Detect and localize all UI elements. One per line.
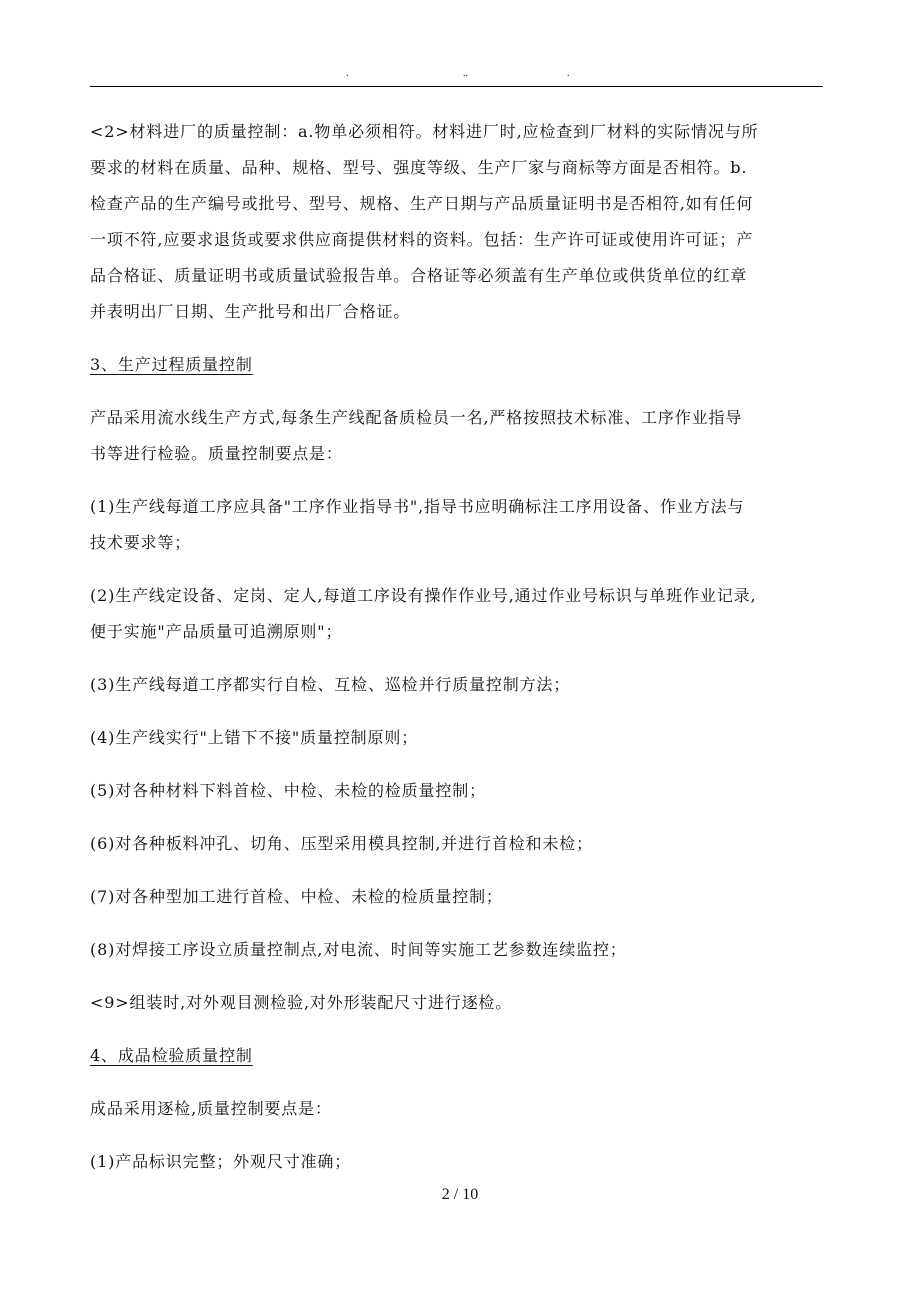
text-line: (1)产品标识完整；外观尺寸准确； bbox=[90, 1152, 352, 1171]
text-line: (4)生产线实行"上错下不接"质量控制原则； bbox=[90, 728, 419, 747]
section-heading-text: 4、成品检验质量控制 bbox=[90, 1046, 253, 1065]
list-item bbox=[90, 489, 826, 561]
list-item bbox=[90, 932, 826, 968]
text-line: 检查产品的生产编号或批号、型号、规格、生产日期与产品质量证明书是否相符,如有任何 bbox=[90, 194, 754, 213]
text-line: 并表明出厂日期、生产批号和出厂合格证。 bbox=[90, 302, 411, 321]
list-item bbox=[90, 879, 826, 915]
list-item bbox=[90, 720, 826, 756]
text-line: (3)生产线每道工序都实行自检、互检、巡检并行质量控制方法； bbox=[90, 675, 571, 694]
page-number: 2 / 10 bbox=[441, 1186, 479, 1203]
list-item bbox=[90, 826, 826, 862]
list-item bbox=[90, 667, 826, 703]
list-item bbox=[90, 773, 826, 809]
text-line: 要求的材料在质量、品种、规格、型号、强度等级、生产厂家与商标等方面是否相符。b. bbox=[90, 158, 748, 177]
text-line: 产品采用流水线生产方式,每条生产线配备质检员一名,严格按照技术标准、工序作业指导 bbox=[90, 408, 743, 427]
header-rule bbox=[90, 86, 823, 87]
list-item bbox=[90, 1144, 826, 1180]
header-dot: . bbox=[567, 68, 570, 79]
text-line: 技术要求等； bbox=[90, 533, 192, 552]
section-heading-4 bbox=[90, 1038, 826, 1074]
section-heading-3 bbox=[90, 347, 826, 383]
text-line: (7)对各种型加工进行首检、中检、未检的检质量控制； bbox=[90, 887, 503, 906]
paragraph-material-control bbox=[90, 114, 826, 330]
text-line: (2)生产线定设备、定岗、定人,每道工序设有操作作业号,通过作业号标识与单班作业记录, bbox=[90, 586, 757, 605]
section-4-intro bbox=[90, 1091, 826, 1127]
section-heading-text: 3、生产过程质量控制 bbox=[90, 355, 253, 374]
text-line: (8)对焊接工序设立质量控制点,对电流、时间等实施工艺参数连续监控； bbox=[90, 940, 627, 959]
text-line: 品合格证、质量证明书或质量试验报告单。合格证等必须盖有生产单位或供货单位的红章 bbox=[90, 266, 748, 285]
text-line: (6)对各种板料冲孔、切角、压型采用模具控制,并进行首检和未检； bbox=[90, 834, 593, 853]
section-3-intro bbox=[90, 400, 826, 472]
header-dot: .. bbox=[463, 68, 468, 79]
text-line: (5)对各种材料下料首检、中检、未检的检质量控制； bbox=[90, 781, 486, 800]
header-dot: . bbox=[346, 68, 349, 79]
text-line: <2>材料进厂的质量控制：a.物单必须相符。材料进厂时,应检查到厂材料的实际情况与所 bbox=[90, 122, 759, 141]
text-line: 便于实施"产品质量可追溯原则"； bbox=[90, 622, 343, 641]
list-item bbox=[90, 985, 826, 1021]
text-line: 书等进行检验。质量控制要点是： bbox=[90, 444, 343, 463]
text-line: <9>组装时,对外观目测检验,对外形装配尺寸进行逐检。 bbox=[90, 993, 513, 1012]
text-line: (1)生产线每道工序应具备"工序作业指导书",指导书应明确标注工序用设备、作业方法与 bbox=[90, 497, 745, 516]
text-line: 成品采用逐检,质量控制要点是： bbox=[90, 1099, 332, 1118]
text-line: 一项不符,应要求退货或要求供应商提供材料的资料。包括：生产许可证或使用许可证；产 bbox=[90, 230, 754, 249]
document-body bbox=[90, 114, 826, 1180]
list-item bbox=[90, 578, 826, 650]
